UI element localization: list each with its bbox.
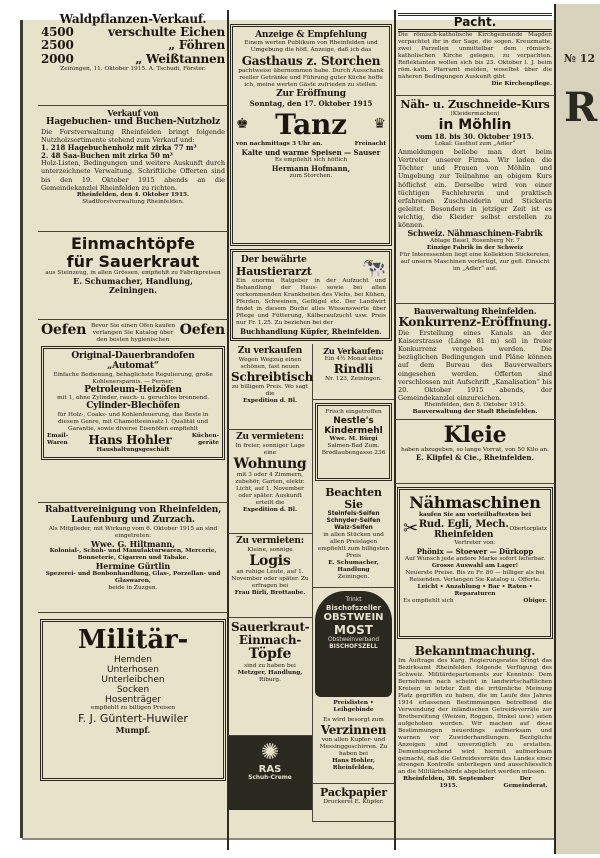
hagebuchen-date: Rheinfelden, den 4. Oktober 1915. bbox=[76, 191, 190, 198]
einmacht-place: Zeiningen. bbox=[109, 284, 157, 295]
logis-text: Kleine, sonnige bbox=[247, 546, 293, 553]
obstwein-product: OBSTWEIN bbox=[323, 611, 384, 623]
cow-icon: 🐄 bbox=[361, 254, 386, 279]
rindli-footer: Nr. 123, Zeiningen. bbox=[325, 375, 382, 382]
storchen-invite: Es empfiehlt sich höflich bbox=[274, 156, 348, 163]
verzinnen-title: Verzinnen bbox=[320, 722, 387, 737]
militaer-recommend: empfiehlt zu billigen Preisen bbox=[90, 705, 176, 711]
sauerkraut-title-2: Einmach- bbox=[238, 633, 302, 648]
bau-date: Rheinfelden, den 8. Oktober 1915. bbox=[424, 402, 526, 409]
page-number: № 12 bbox=[564, 52, 596, 65]
obstwein-footer: Preislisten • Leihgebinde bbox=[333, 700, 374, 713]
ras-name: RAS bbox=[258, 764, 282, 775]
list-item: Unterhosen bbox=[106, 665, 160, 675]
storchen-entry: Freinacht bbox=[354, 140, 386, 147]
oefen-side-right-1: Küchen- bbox=[191, 433, 219, 440]
wohnung-title: Zu vermieten: bbox=[236, 432, 304, 442]
bau-heading: Konkurrenz-Eröffnung. bbox=[398, 314, 552, 329]
dancer-icon: ♛ bbox=[373, 116, 386, 133]
oefen-product-2: „Automat“ bbox=[107, 360, 159, 371]
packpapier-footer: Druckerei E. Küpfer. bbox=[323, 799, 384, 805]
rabatt-member-2-desc: Spezerei- und Bonbonhandlung, Glas-, Porzellan- und Glaswaren, bbox=[45, 571, 221, 585]
sauerkraut-firm: Metzger, Handlung, bbox=[237, 669, 303, 676]
list-item: Unterleibchen bbox=[101, 675, 165, 685]
naehmaschinen-lead: kaufen Sie am vorteilhaftesten bei bbox=[418, 512, 532, 518]
oefen-lead: Bevor Sie einen Ofen kaufen verlangen Sie Katalog über den besten hygienischen bbox=[90, 323, 176, 343]
nestle-name-1: Nestle's bbox=[333, 415, 374, 426]
bau-title: Bauverwaltung Rheinfelden. bbox=[413, 306, 537, 316]
obstwein-maker: Obstweinverband bbox=[327, 636, 380, 643]
seifen-text: in allen Stücken und allen Preislagen empfiehlt zum billigsten Preis bbox=[317, 532, 390, 559]
ad-obstwein bbox=[315, 591, 392, 697]
oefen-desc-3: für Holz-, Coaks- und Kohlenfeuerung, das Beste in diesem Genre, mit Chamotteeinsatz I. Qualität und Garantie, sowie diverse Eisenöfen empfiehlt bbox=[57, 412, 209, 433]
waldpflanzen-footer: Zeiningen, 11. Oktober 1915. A. Tschudi, Förster. bbox=[60, 65, 206, 72]
verzinnen-firm: Hans Hohler, Rheinfelden, bbox=[332, 757, 375, 771]
nestle-seller: Wwe. M. Bürgi bbox=[329, 435, 378, 442]
oefen-side-left-1: Email- bbox=[47, 433, 69, 440]
kurs-title: Näh- u. Zuschneide-Kurs bbox=[400, 98, 550, 111]
oefen-side-right-2: geräte bbox=[198, 440, 219, 447]
bekannt-sign: Der Gemeinderat. bbox=[503, 776, 548, 790]
column-1 bbox=[38, 10, 228, 850]
oefen-product-3: Petroleum-Heizöfen bbox=[84, 384, 182, 395]
wohnung-text-2: mit 3 oder 4 Zimmern, zubehör, Garten, elektr. Licht, auf 1. November oder später. Auskunft erteilt die bbox=[235, 472, 305, 506]
rabatt-member-2: Hermine Gürtlin bbox=[95, 561, 171, 572]
kurs-place: in Möhlin bbox=[438, 117, 512, 134]
hagebuchen-text: Die Forstverwaltung Rheinfelden bringt folgende Nutzholzsortimente stehend zum Verkauf und: bbox=[41, 127, 225, 144]
haustierarzt-title-2: Haustierarzt bbox=[236, 265, 312, 278]
list-item: Hemden bbox=[113, 655, 153, 665]
oefen-side-left-2: Waren bbox=[47, 440, 68, 447]
logis-title: Zu vermieten: bbox=[236, 536, 304, 546]
pacht-footer: Die Kirchenpflege. bbox=[491, 80, 552, 87]
naehmaschinen-terms: Leicht • Anzahlung • Bar • Raten • Reparaturen bbox=[417, 583, 533, 597]
ad-waldpflanzen bbox=[38, 10, 228, 106]
obstwein-top: Trinkt bbox=[345, 597, 362, 603]
obstwein-place: BISCHOFSZELL bbox=[329, 643, 378, 650]
next-page-edge bbox=[554, 4, 600, 854]
ad-naehmaschinen bbox=[397, 487, 553, 639]
ad-logis bbox=[228, 534, 312, 618]
naehmaschinen-recommend: Es empfiehlt sich bbox=[403, 597, 454, 604]
packpapier-title: Packpapier bbox=[320, 785, 387, 799]
storchen-date: Sonntag, den 17. Oktober 1915 bbox=[249, 98, 373, 108]
ad-verzinnen bbox=[313, 714, 394, 784]
schreibtisch-footer: Expedition d. Bl. bbox=[242, 397, 298, 404]
kurs-firm: Schweiz. Nähmaschinen-Fabrik bbox=[407, 228, 543, 239]
rindli-item: Rindli bbox=[333, 361, 374, 376]
kurs-note: Für Interessenten liegt eine Kollektion Stickereien, auf unsern Maschinen verfertigt, zur gefl. Einsicht im „Adler“ auf. bbox=[399, 252, 551, 272]
storchen-dance: Tanz bbox=[275, 107, 347, 141]
militaer-title: Militär- bbox=[77, 625, 189, 655]
ad-haustierarzt bbox=[230, 249, 392, 341]
storchen-name: Gasthaus z. Storchen bbox=[241, 53, 381, 68]
oefen-product-1: Original-Dauerbrandofen bbox=[71, 350, 195, 361]
schreibtisch-text: Wegen Wegzug einen schönen, fast neuen bbox=[238, 356, 302, 370]
ad-ras bbox=[228, 736, 312, 810]
oefen-right: Oefen bbox=[179, 322, 225, 338]
naehmaschinen-choice: Grosse Auswahl am Lager! bbox=[431, 562, 519, 569]
kleie-firm: E. Klipfel & Cie., Rheinfelden. bbox=[416, 453, 534, 463]
ad-rindli bbox=[313, 344, 394, 400]
wohnung-item: Wohnung bbox=[233, 455, 307, 472]
ad-einmachtoepfe bbox=[38, 232, 228, 320]
naehmaschinen-sign: Obiger. bbox=[523, 597, 547, 604]
list-item: 2000 „ Weißtannen bbox=[41, 51, 225, 66]
kleie-text: haben abzugeben, so lange Vorrat, von 50 Kilo an. bbox=[400, 447, 550, 454]
nestle-lead: Frisch eingetroffen bbox=[325, 409, 382, 415]
ad-sauerkraut-toepfe bbox=[228, 618, 312, 736]
ad-storchen bbox=[230, 24, 392, 246]
rabatt-member-1: Wwe. G. Hiltmann, bbox=[90, 538, 176, 549]
ad-rabattvereinigung bbox=[38, 503, 228, 613]
kurs-firm-2: Ablage Basel, Rosenberg Nr. 7 bbox=[430, 238, 520, 245]
ad-bekanntmachung bbox=[395, 642, 555, 794]
storchen-title: Anzeige & Empfehlung bbox=[255, 30, 367, 40]
oefen-sub: Haushaltungsgeschäft bbox=[96, 447, 170, 454]
rindli-title: Zu Verkaufen: bbox=[323, 346, 384, 356]
einmacht-title-1: Einmachtöpfe bbox=[70, 234, 196, 253]
kurs-sub: (Kleidermachen) bbox=[450, 111, 500, 118]
kurs-local: Lokal: Gasthof zum „Adler“ bbox=[434, 141, 516, 148]
bau-sign: Bauverwaltung der Stadt Rheinfelden. bbox=[412, 409, 538, 416]
logis-item: Logis bbox=[249, 552, 291, 569]
dancer-icon: ♚ bbox=[236, 116, 249, 133]
list-item: 2500 „ Föhren bbox=[41, 38, 225, 53]
naehmaschinen-place-note: Obertorplatz bbox=[509, 525, 547, 532]
list-item: Socken bbox=[116, 685, 150, 695]
ad-bauverwaltung bbox=[395, 304, 555, 420]
column-3 bbox=[395, 10, 555, 850]
storchen-food: Kalte und warme Speisen — Sauser bbox=[241, 147, 381, 157]
ad-packpapier bbox=[313, 784, 394, 822]
bekannt-date: Rheinfelden, 30. September 1915. bbox=[403, 776, 495, 790]
waldpflanzen-title: Waldpflanzen-Verkauf. bbox=[59, 12, 207, 26]
seifen-place: Zeiningen. bbox=[337, 573, 370, 580]
kurs-firm-3: Einzige Fabrik in der Schweiz bbox=[426, 245, 524, 252]
naehmaschinen-title: Nähmaschinen bbox=[409, 493, 541, 512]
ad-oefen bbox=[38, 320, 228, 503]
einmacht-text: aus Steinzeug, in allen Grössen, empfiehlt zu Fabrikpreisen bbox=[45, 270, 221, 277]
sunburst-icon: ✺ bbox=[260, 740, 280, 765]
hagebuchen-title-2: Hagebuchen- und Buchen-Nutzholz bbox=[46, 116, 220, 127]
storchen-text-2: pachtweise übernommen habe. Durch Ausschank reeller Getränke und Führung guter Küche hoffe ich, meine werten Gäste zufrieden zu stellen. bbox=[238, 67, 384, 88]
militaer-place: Mumpf. bbox=[115, 724, 151, 735]
einmacht-title-2: für Sauerkraut bbox=[66, 251, 200, 271]
sewing-machine-icon: ✂ bbox=[403, 518, 419, 540]
naehmaschinen-text: Auf Wunsch jede andere Marke sofort lieferbar. bbox=[404, 555, 546, 562]
list-item: Schnyder-Seifen bbox=[326, 518, 381, 525]
naehmaschinen-firm: Rud. Egli, Mech. bbox=[418, 518, 509, 530]
seifen-firm: E. Schumacher, Handlung bbox=[328, 559, 379, 573]
logis-footer: Frau Birli, Brottaube. bbox=[234, 590, 306, 597]
rabatt-text: Als Mitglieder, mit Wirkung vom 6. Oktober 1915 an sind eingetreten: bbox=[48, 525, 218, 539]
naehmaschinen-reps: Vertreter von: bbox=[454, 539, 496, 546]
wohnung-text: In freier, sonniger Lage eine bbox=[235, 442, 305, 456]
sauerkraut-title-1: Sauerkraut- bbox=[231, 620, 310, 634]
ras-sub: Schuh-Creme bbox=[248, 775, 292, 781]
sauerkraut-title-3: Töpfe bbox=[248, 646, 292, 663]
logis-text-2: an ruhige Leute, auf 1. November oder später. Zu erfragen bei bbox=[231, 569, 309, 590]
schreibtisch-item: Schreibtisch bbox=[231, 369, 314, 384]
list-item: 4500 verschulte Eichen bbox=[41, 25, 225, 40]
rindli-text: Ein 4½ Monat altes bbox=[324, 355, 383, 362]
storchen-text-1: Einem werten Publikum von Rheinfelden und Umgebung die höfl. Anzeige, daß ich das bbox=[244, 40, 378, 53]
obstwein-product-2: MOST bbox=[334, 622, 373, 637]
haustierarzt-title-1: Der bewährte bbox=[240, 255, 307, 265]
pacht-text: Die römisch-katholische Kirchgemeinde Magden verpachtet ihr in der Sage, die sogen. Kreuzmatte, zwei Parzellen unmittelbar dem römisch-katholischen Kirche gelegen, zu verpachten. Reflektanten wollen sich bis 23. Oktober l. J. beim röm.-kath. Pfarramt melden, woselbst über die näheren Bedingungen Auskunft gibt. bbox=[398, 32, 552, 80]
hagebuchen-sign: Stadtforstverwaltung Rheinfelden. bbox=[82, 198, 184, 205]
schreibtisch-title: Zu verkaufen bbox=[237, 346, 303, 356]
verzinnen-text: von allen Kupfer- und Messinggeschirren. Zu haben bei bbox=[319, 737, 388, 757]
list-item: Walz-Seifen bbox=[334, 525, 373, 532]
bau-text: Die Erstellung eines Kanals an der Kaiserstrasse (Länge 81 m) soll in freier Konkurrenz vergeben werden. Die bezüglichen Bedingungen und Pläne können auf dem Bureau des Bauverwalters eingesehen werden. Offerten sind verschlossen mit Aufschrift „Kanalisation“ bis 20. Oktober 1915 abends, der Gemeindekanzlei einzureichen. bbox=[398, 328, 552, 402]
storchen-opening: Zur Eröffnung bbox=[276, 88, 346, 99]
seifen-title: Beachten Sie bbox=[325, 486, 382, 512]
bekannt-text: Im Auftrage des Karg. Regierungsrates bringt das Bezirksamt Rheinfelden folgende Verfügung des Schweiz. Militärdepartements zur Kenntnis: Dem Bernehmen nach scheint in landwirtschaftlichen Kreisen in letzter Zeit die irrtümliche Meinung Platz gegriffen zu haben, die im Laufe des Jahres 1914 erlassenen Bestimmungen betreffend die Verwendung der inländischen Getreidevorräte zur Brotbereitung (Weizen, Roggen, Dinkel usw.) seien aufgehoben worden. Wir machen auf diese Bestimmungen neuerdings aufmerksam und warnen vor Zuwiderhandlungen. Bezügliche Anzeigen sind unverzüglich zu erstatten. Dementsprechend wird hiermit aufmerksam gemacht, daß die Getreidevorräte des Landes einer strengen Kontrolle unterliegen und ausschliesslich an die Militärbehörde abgeliefert werden müssen. bbox=[398, 658, 552, 776]
storchen-time: von nachmittags 3 Uhr an. bbox=[236, 140, 323, 147]
oefen-desc-2: mit 1, ohne Zylinder, rauch- u. geruchlos brennend. bbox=[57, 395, 209, 402]
hagebuchen-title-1: Verkauf von bbox=[107, 108, 159, 118]
haustierarzt-text: Ein enorme Ratgeber in der Aufzucht und Behandlung der Haus- sowie bei allen vorkommenden Krankheiten des Viehs, bei Kühen, Pferden, Schweinen, Geflügel etc. Der Landwirt findet in diesem Buche alles Wissenswerte über Pflege und Fütterung, Kälberaufzucht usw. Preis nur Fr. 1.25. Zu beziehen bei der bbox=[236, 278, 386, 326]
next-page-letter: R bbox=[564, 84, 598, 131]
oefen-left: Oefen bbox=[41, 322, 87, 338]
hagebuchen-item-1: 1. 218 Hagebuchenholz mit zirka 77 m³ bbox=[41, 142, 197, 152]
ad-seifen bbox=[313, 484, 394, 588]
bekannt-title: Bekanntmachung. bbox=[414, 644, 536, 658]
pacht-title: Pacht. bbox=[398, 13, 552, 32]
militaer-firm: F. J. Güntert-Huwiler bbox=[78, 711, 188, 725]
list-item: Hosenträger bbox=[105, 695, 161, 705]
sauerkraut-place: Riburg. bbox=[259, 676, 281, 683]
ad-schreibtisch bbox=[228, 344, 312, 430]
nestle-name-2: Kindermehl bbox=[324, 425, 383, 436]
oefen-desc-1: Einfache Bedienung, behaglichste Regulierung, große Kohlenersparnis. — Ferner: bbox=[53, 371, 213, 385]
ad-militaer bbox=[40, 619, 226, 781]
oefen-product-4: Cylinder-Blechöfen bbox=[86, 401, 180, 412]
rabatt-place: beide in Zuzgen. bbox=[108, 585, 158, 592]
verzinnen-lead: Es wird besorgt zum bbox=[323, 716, 384, 723]
schreibtisch-text-2: zu billigem Preis. Wo sagt die bbox=[231, 383, 309, 397]
storchen-owner-2: zum Storchen. bbox=[289, 172, 333, 179]
obstwein-brand: Bischofszeller bbox=[326, 603, 381, 612]
ad-pacht bbox=[395, 10, 555, 96]
kleie-title: Kleie bbox=[443, 422, 507, 448]
oefen-name: Hans Hohler bbox=[88, 432, 172, 447]
rabatt-title: Rabattvereinigung von Rheinfelden, Laufenburg und Zurzach. bbox=[44, 505, 222, 525]
nestle-addr: Salmen-Bad Zum. Brodlaubengasse 236 bbox=[321, 442, 386, 456]
hagebuchen-text-2: Holz-Listen, Bedingungen und weitere Auskunft durch unterzeichnete Verwaltung. Schriftliche Offerten sind bis den 19. Oktober 1915 abends an die Gemeindekanzlei Rheinfelden zu richten. bbox=[41, 159, 225, 192]
ad-nestle bbox=[315, 403, 392, 481]
kurs-date: vom 18. bis 30. Oktober 1915. bbox=[416, 132, 534, 142]
naehmaschinen-brands: Phönix — Stoewer — Dürkopp bbox=[416, 546, 534, 556]
naehmaschinen-place: Rheinfelden bbox=[434, 529, 494, 540]
hagebuchen-item-2: 2. 48 Saa-Buchen mit zirka 50 m³ bbox=[41, 150, 173, 160]
rabatt-member-1-desc: Kolonial-, Schuh- und Manufakturwaren, Mercerie, Bonneterie, Cigarren und Tabake. bbox=[49, 548, 217, 562]
ad-wohnung bbox=[228, 430, 312, 534]
ad-kurs bbox=[395, 96, 555, 304]
wohnung-footer: Expedition d. Bl. bbox=[242, 506, 298, 513]
ad-hagebuchen bbox=[38, 106, 228, 232]
storchen-owner: Hermann Hofmann, bbox=[271, 163, 351, 173]
kurs-text: Anmeldungen beliebe man dort beim Vertreter unserer Firma. Wir laden die Töchter und Frauen von Möhlin und Umgebung zur Teilnahme an obigem Kurs höflichst ein. Derselbe wird von einer tüchtigen Fachlehrerin und praktisch erfahrenen Zuschneiderin und Stickerin geleitet. Besonders in jetziger Zeit ist es wichtig, die Kleider selbst erstellen zu können. bbox=[398, 148, 552, 230]
list-item: Steinfels-Seifen bbox=[327, 511, 380, 518]
naehmaschinen-text-2: Neuerste Preise. Bis zu Fr. 80 — billiger als bei Reisenden. Verlangen Sie Katalog u. Offerte. bbox=[405, 569, 545, 583]
haustierarzt-footer: Buchhandlung Küpfer, Rheinfelden. bbox=[240, 326, 382, 336]
sauerkraut-text: sind zu haben bei bbox=[244, 662, 296, 669]
einmacht-firm: E. Schumacher, Handlung, bbox=[73, 276, 193, 287]
column-2 bbox=[228, 10, 394, 850]
ad-kleie bbox=[395, 420, 555, 484]
